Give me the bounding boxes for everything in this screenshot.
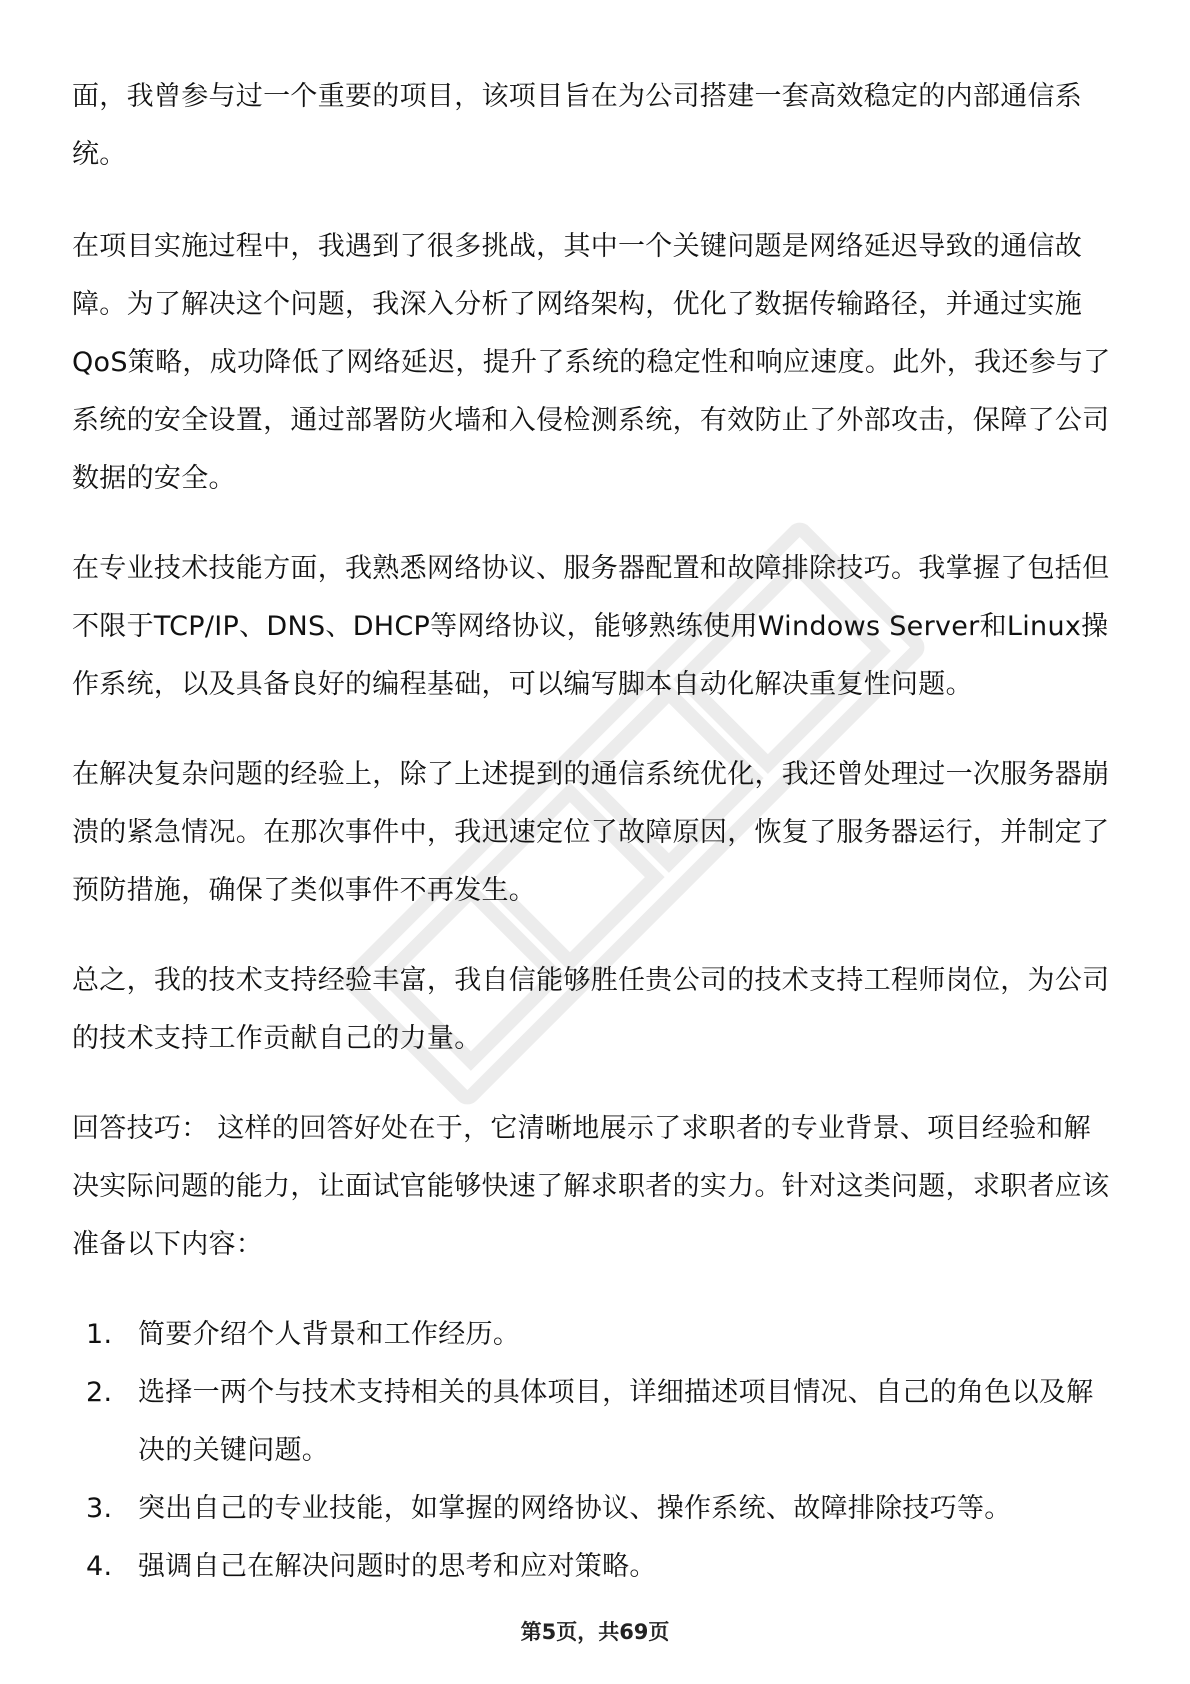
list-text: 简要介绍个人背景和工作经历。 [138,1319,521,1350]
list-text: 强调自己在解决问题时的思考和应对策略。 [138,1551,657,1582]
list-item [72,1538,1118,1596]
page-number: 第5页，共69页 [520,1620,670,1644]
document-body [72,68,1118,1596]
list-item [72,1306,1118,1364]
list-number: 1. [86,1319,113,1350]
list-text: 突出自己的专业技能，如掌握的网络协议、操作系统、故障排除技巧等。 [138,1493,1012,1524]
list-number: 3. [86,1493,113,1524]
paragraph: 面，我曾参与过一个重要的项目，该项目旨在为公司搭建一套高效稳定的内部通信系统。 [72,81,1083,170]
list-item [72,1364,1118,1480]
paragraph: 在解决复杂问题的经验上，除了上述提到的通信系统优化，我还曾处理过一次服务器崩溃的紧急情况。在那次事件中，我迅速定位了故障原因，恢复了服务器运行，并制定了预防措施，确保了类似事件不再发生。 [72,759,1110,906]
tips-list [72,1306,1118,1596]
list-text: 选择一两个与技术支持相关的具体项目，详细描述项目情况、自己的角色以及解决的关键问题。 [138,1377,1094,1466]
answer-tips-paragraph: 回答技巧： 这样的回答好处在于，它清晰地展示了求职者的专业背景、项目经验和解决实际问题的能力，让面试官能够快速了解求职者的实力。针对这类问题，求职者应该准备以下内容： [72,1113,1110,1260]
list-number: 2. [86,1377,113,1408]
paragraph: 总之，我的技术支持经验丰富，我自信能够胜任贵公司的技术支持工程师岗位，为公司的技术支持工作贡献自己的力量。 [72,965,1110,1054]
list-number: 4. [86,1551,113,1582]
list-item [72,1480,1118,1538]
paragraph: 在项目实施过程中，我遇到了很多挑战，其中一个关键问题是网络延迟导致的通信故障。为了解决这个问题，我深入分析了网络架构，优化了数据传输路径，并通过实施QoS策略，成功降低了网络延迟，提升了系统的稳定性和响应速度。此外，我还参与了系统的安全设置，通过部署防火墙和入侵检测系统，有效防止了外部攻击，保障了公司数据的安全。 [72,231,1111,494]
paragraph: 在专业技术技能方面，我熟悉网络协议、服务器配置和故障排除技巧。我掌握了包括但不限于TCP/IP、DNS、DHCP等网络协议，能够熟练使用Windows Server和Linux操作系统，以及具备良好的编程基础，可以编写脚本自动化解决重复性问题。 [72,553,1110,700]
